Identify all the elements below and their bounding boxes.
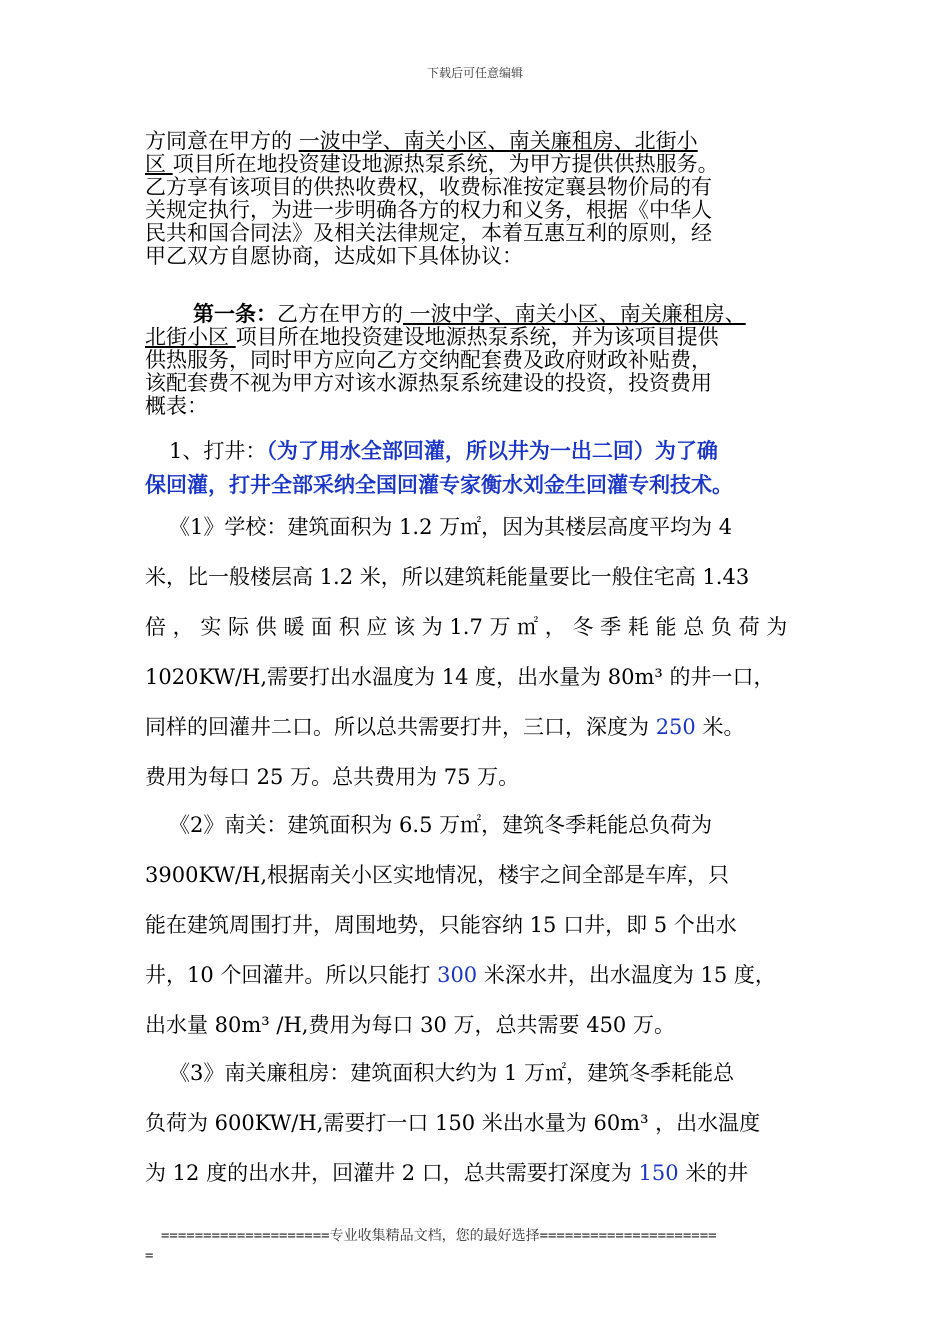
- intro-line: 民共和国合同法》及相关法律规定，本着互惠互利的原则，经: [145, 221, 712, 245]
- drilling-section: [145, 434, 815, 502]
- intro-line: 关规定执行，为进一步明确各方的权力和义务，根据《中华人: [145, 198, 712, 222]
- project-sites-underlined: 区: [145, 152, 173, 176]
- nanguan-line: 能在建筑周围打井，周围地势，只能容纳 15 口井，即 5 个出水: [145, 913, 737, 937]
- lianzufang-text: 米的井: [678, 1161, 749, 1185]
- footer-line: =: [145, 1248, 154, 1264]
- school-line: 倍 ， 实 际 供 暖 面 积 应 该 为 1.7 万 ㎡ ， 冬 季 耗 能 总 负 荷 为: [145, 615, 788, 639]
- lianzufang-line: 负荷为 600KW/H,需要打一口 150 米出水量为 60m³ ，出水温度: [145, 1111, 761, 1135]
- nanguan-line: 《2》南关：建筑面积为 6.5 万㎡，建筑冬季耗能总负荷为: [169, 813, 713, 837]
- project-sites-underlined: 一波中学、南关小区、南关廉租房、: [403, 302, 746, 326]
- nanguan-line: 出水量 80m³ /H,费用为每口 30 万，总共需要 450 万。: [145, 1013, 675, 1037]
- intro-line: [145, 153, 815, 176]
- article-line: 该配套费不视为甲方对该水源热泵系统建设的投资，投资费用: [145, 371, 712, 395]
- article-line: 供热服务，同时甲方应向乙方交纳配套费及政府财政补贴费，: [145, 348, 712, 372]
- article-text: 乙方在甲方的: [277, 302, 403, 326]
- project-sites-underlined: 一波中学、南关小区、南关廉租房、北街小: [298, 129, 698, 153]
- drilling-note: 保回灌，打井全部采纳全国回灌专家衡水刘金生回灌专利技术。: [145, 472, 733, 497]
- well-depth-value: 150: [638, 1161, 679, 1185]
- nanguan-section: [145, 800, 815, 1050]
- header-note: 下载后可任意编辑: [426, 66, 523, 80]
- school-line: 1020KW/H,需要打出水温度为 14 度，出水量为 80m³ 的井一口，: [145, 665, 775, 689]
- intro-line: 甲乙双方自愿协商，达成如下具体协议：: [145, 244, 523, 268]
- page-footer: [145, 1226, 825, 1266]
- nanguan-text: 井，10 个回灌井。所以只能打: [145, 963, 438, 987]
- intro-line: 乙方享有该项目的供热收费权，收费标准按定襄县物价局的有: [145, 175, 712, 199]
- article-line: 概表：: [145, 394, 208, 418]
- school-text: 米。: [695, 715, 745, 739]
- intro-line: [145, 130, 815, 153]
- school-text: 同样的回灌井二口。所以总共需要打井，三口，深度为: [145, 715, 656, 739]
- lianzufang-text: 为 12 度的出水井，回灌井 2 口，总共需要打深度为: [145, 1161, 639, 1185]
- footer-line: ====================专业收集精品文档，您的最好选择=====================: [161, 1228, 717, 1244]
- intro-text: 方同意在甲方的: [145, 129, 299, 153]
- lianzufang-section: [145, 1048, 815, 1198]
- intro-text: 项目所在地投资建设地源热泵系统，为甲方提供供热服务。: [172, 152, 719, 176]
- nanguan-text: 米深水井，出水温度为 15 度，: [477, 963, 776, 987]
- article-line: [145, 302, 815, 326]
- well-depth-value: 300: [437, 963, 478, 987]
- intro-paragraph: [145, 130, 815, 268]
- drilling-label: 1、打井：: [169, 439, 267, 463]
- lianzufang-line: [145, 1148, 815, 1198]
- nanguan-line: 3900KW/H,根据南关小区实地情况，楼宇之间全部是车库，只: [145, 863, 730, 887]
- project-sites-underlined: 北街小区: [145, 325, 236, 349]
- article-title: 第一条：: [193, 301, 277, 326]
- article-1: [145, 302, 815, 418]
- article-line: [145, 326, 815, 349]
- article-text: 项目所在地投资建设地源热泵系统，并为该项目提供: [235, 325, 719, 349]
- school-line: 米，比一般楼层高 1.2 米，所以建筑耗能量要比一般住宅高 1.43: [145, 565, 750, 589]
- nanguan-line: [145, 950, 815, 1000]
- school-line: 费用为每口 25 万。总共费用为 75 万。: [145, 765, 520, 789]
- drilling-line: [145, 434, 815, 468]
- lianzufang-line: 《3》南关廉租房：建筑面积大约为 1 万㎡，建筑冬季耗能总: [169, 1061, 735, 1085]
- school-section: [145, 502, 815, 802]
- school-line: [145, 702, 815, 752]
- drilling-note: （为了用水全部回灌，所以井为一出二回）为了确: [266, 438, 718, 463]
- school-line: 《1》学校：建筑面积为 1.2 万㎡，因为其楼层高度平均为 4: [169, 515, 733, 539]
- well-depth-value: 250: [655, 715, 696, 739]
